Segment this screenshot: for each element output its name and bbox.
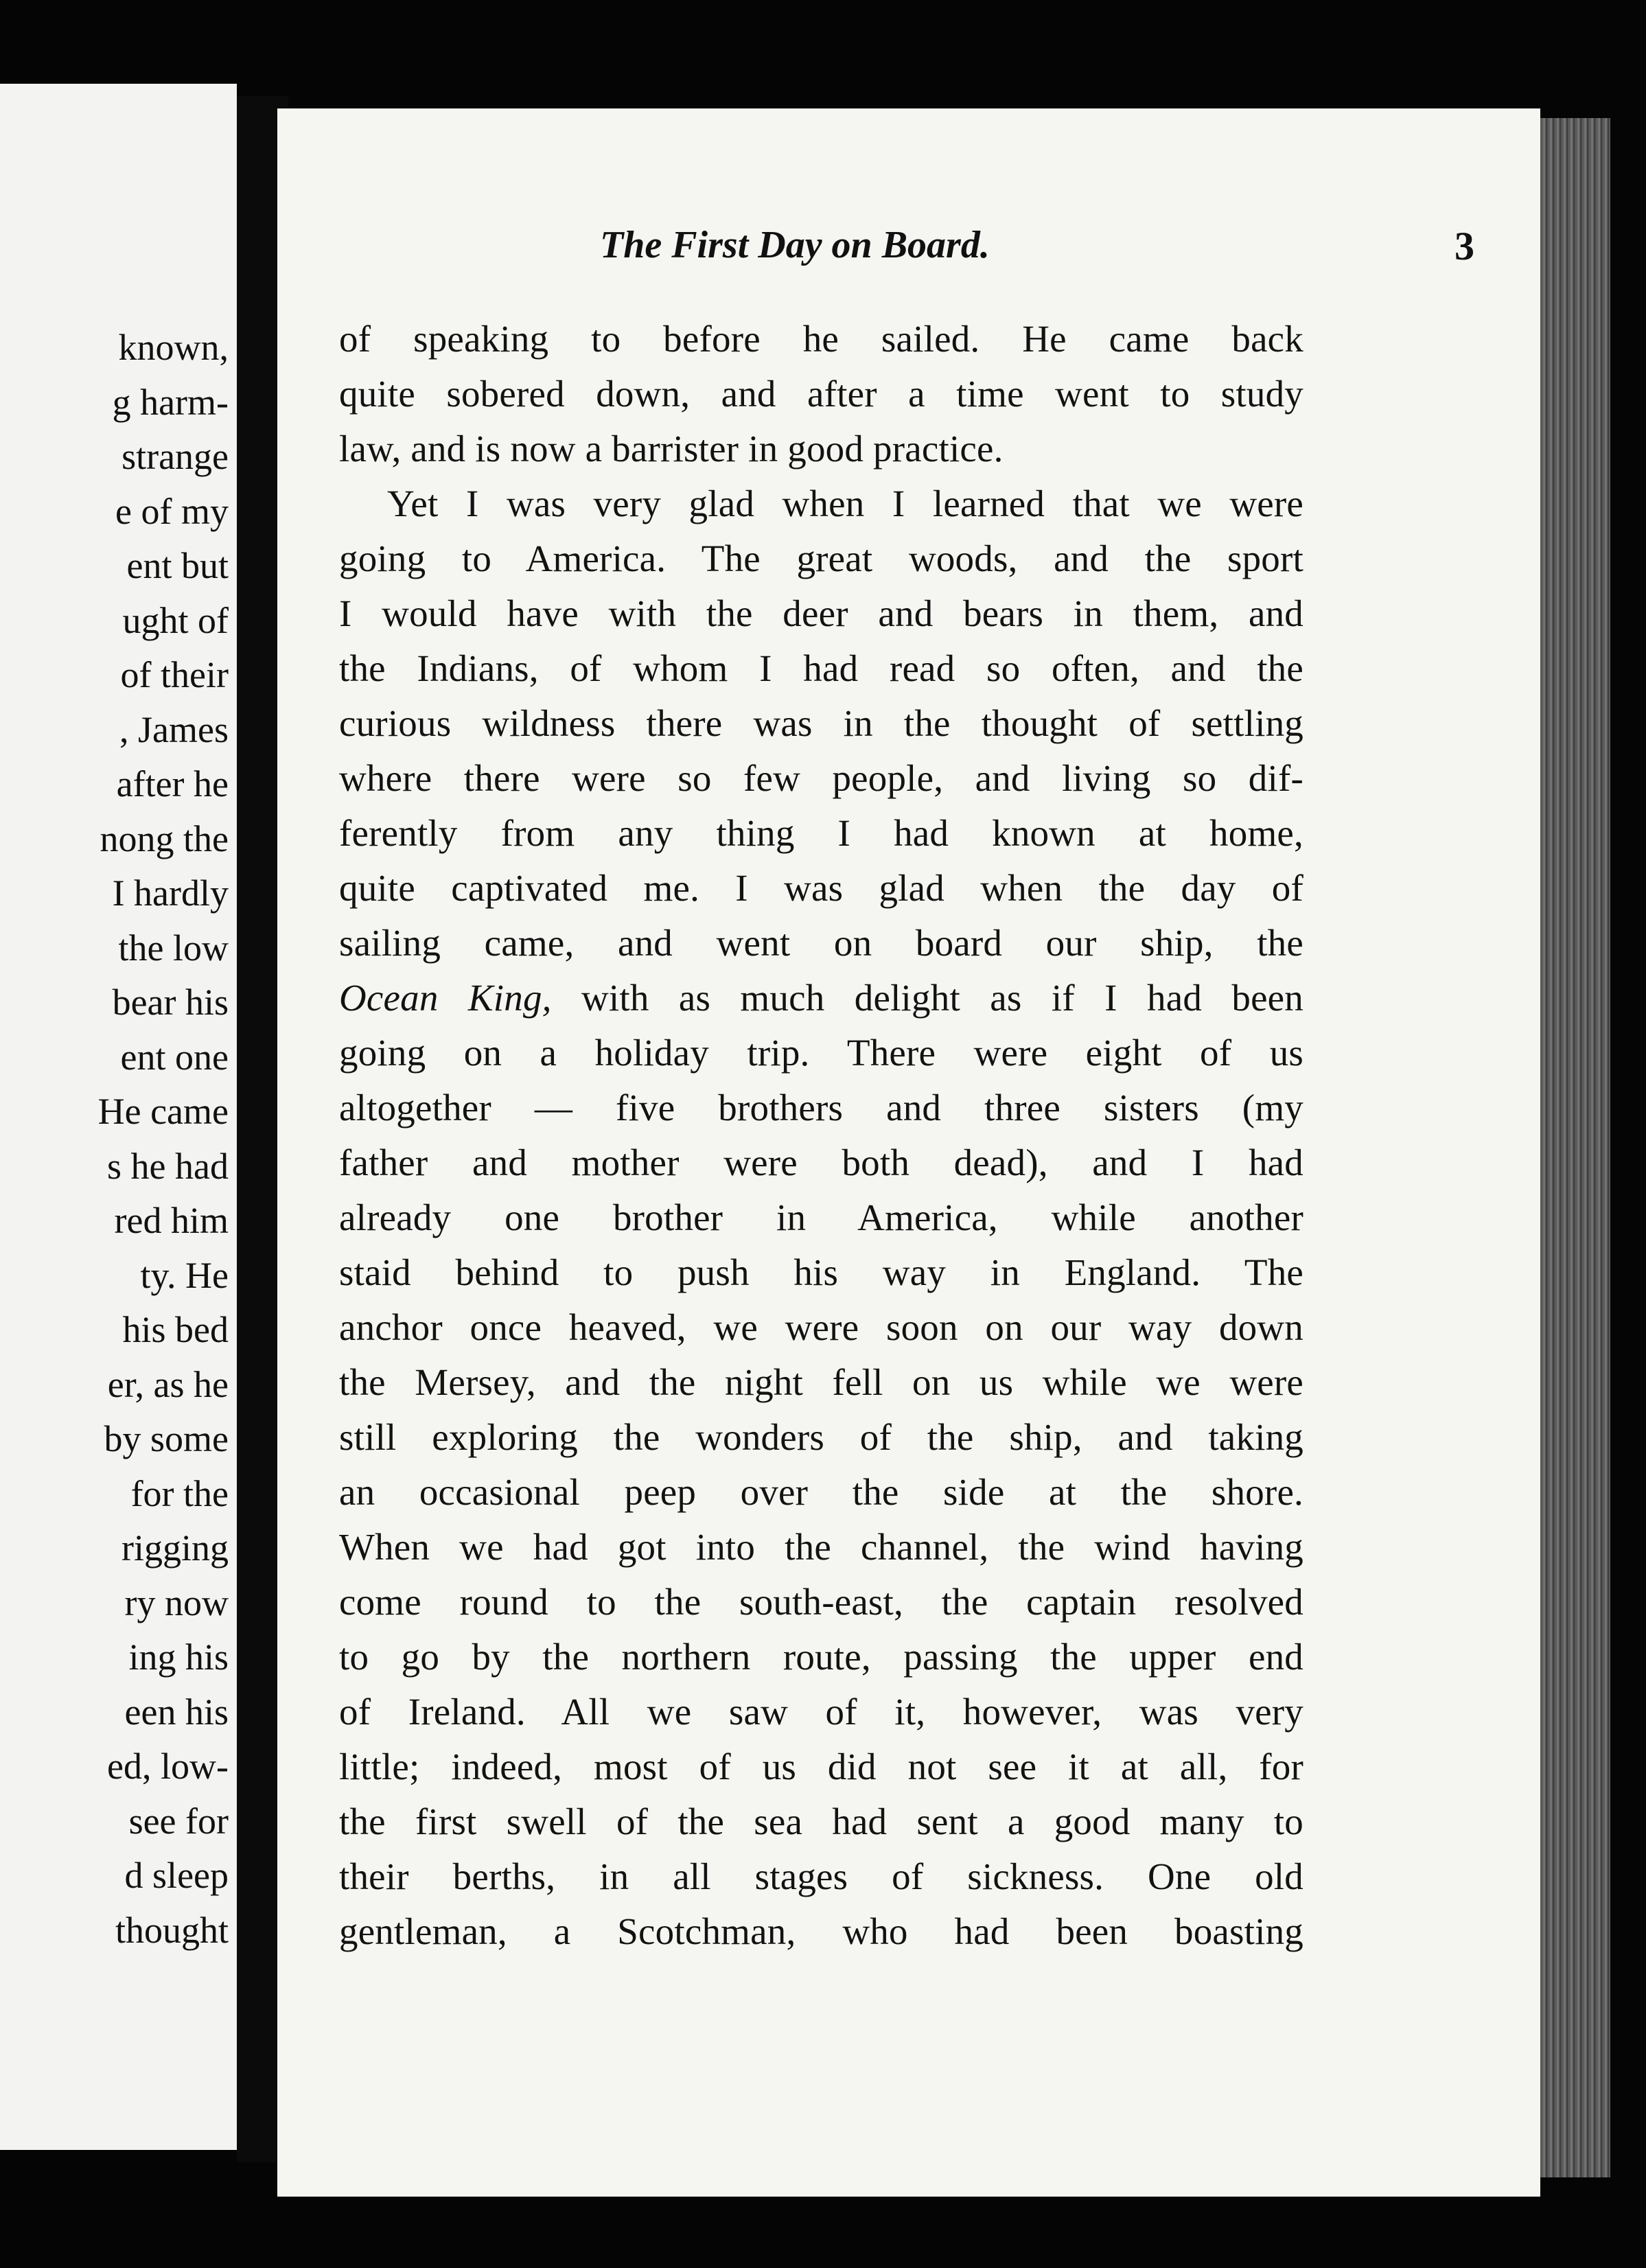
left-line: after he xyxy=(116,763,229,805)
text-line-remainder: with as much delight as if I had been xyxy=(581,977,1303,1019)
left-line: red him xyxy=(114,1200,229,1241)
text-line: altogether — five brothers and three sisters (my xyxy=(339,1087,1303,1129)
text-line: law, and is now a barrister in good practice. xyxy=(339,428,1004,470)
body-text xyxy=(339,312,1303,1959)
text-line: quite sobered down, and after a time went to study xyxy=(339,373,1303,415)
text-line: of speaking to before he sailed. He came back xyxy=(339,318,1303,360)
text-line: going to America. The great woods, and the sport xyxy=(339,537,1303,579)
left-line: er, as he xyxy=(107,1363,229,1405)
text-line: father and mother were both dead), and I had xyxy=(339,1142,1303,1183)
text-line: curious wildness there was in the thought of settling xyxy=(339,702,1303,744)
running-title: The First Day on Board. xyxy=(600,224,990,266)
page-number: 3 xyxy=(1454,224,1474,268)
ship-name: Ocean King, xyxy=(339,977,552,1019)
text-line: anchor once heaved, we were soon on our way down xyxy=(339,1306,1303,1348)
text-line: to go by the northern route, passing the upper end xyxy=(339,1636,1303,1678)
left-line: of their xyxy=(120,654,229,695)
text-line: little; indeed, most of us did not see it at all, for xyxy=(339,1746,1303,1787)
left-line: nong the xyxy=(100,818,229,859)
left-line: ent but xyxy=(126,545,229,586)
text-line: already one brother in America, while another xyxy=(339,1196,1303,1238)
text-line: I would have with the deer and bears in them, and xyxy=(339,592,1303,634)
text-line: quite captivated me. I was glad when the day of xyxy=(339,867,1303,909)
left-line: ught of xyxy=(122,599,229,641)
paragraph-first-line: Yet I was very glad when I learned that we were xyxy=(387,483,1303,524)
left-line: ent one xyxy=(120,1036,229,1078)
text-line: come round to the south-east, the captain resolved xyxy=(339,1581,1303,1623)
page-edges xyxy=(1535,118,1610,2177)
text-line: going on a holiday trip. There were eight of us xyxy=(339,1032,1303,1074)
left-line: thought xyxy=(115,1909,229,1951)
left-line: ry now xyxy=(124,1582,229,1623)
text-line-with-ship-name xyxy=(339,971,1303,1026)
left-line: He came xyxy=(97,1091,229,1132)
left-line: known, xyxy=(118,327,229,368)
text-line: where there were so few people, and living so dif- xyxy=(339,757,1303,799)
text-line: their berths, in all stages of sickness. One old xyxy=(339,1855,1303,1897)
left-line: by some xyxy=(104,1418,229,1459)
text-line: of Ireland. All we saw of it, however, was very xyxy=(339,1691,1303,1733)
text-line: ferently from any thing I had known at home, xyxy=(339,812,1303,854)
left-line: strange xyxy=(121,436,229,477)
text-line: When we had got into the channel, the wind having xyxy=(339,1526,1303,1568)
text-line: gentleman, a Scotchman, who had been boasting xyxy=(339,1910,1303,1952)
left-page-text xyxy=(0,321,229,1958)
left-line: his bed xyxy=(122,1309,229,1350)
left-line: e of my xyxy=(115,490,229,532)
left-line: een his xyxy=(124,1691,229,1733)
text-line: the Indians, of whom I had read so often, and the xyxy=(339,647,1303,689)
text-line: the Mersey, and the night fell on us while we were xyxy=(339,1361,1303,1403)
left-line: g harm- xyxy=(112,381,229,423)
left-line: the low xyxy=(118,927,229,969)
text-line: sailing came, and went on board our ship, the xyxy=(339,922,1303,964)
left-line: I hardly xyxy=(112,872,229,914)
right-page xyxy=(277,108,1540,2197)
text-line: staid behind to push his way in England. The xyxy=(339,1251,1303,1293)
left-line: ing his xyxy=(128,1636,229,1678)
text-line: still exploring the wonders of the ship, and taking xyxy=(339,1416,1303,1458)
text-line: an occasional peep over the side at the shore. xyxy=(339,1471,1303,1513)
running-head xyxy=(277,223,1540,271)
left-line: s he had xyxy=(107,1145,229,1187)
left-line: ty. He xyxy=(140,1254,229,1296)
left-page xyxy=(0,84,237,2150)
left-line: , James xyxy=(119,708,229,750)
text-line: the first swell of the sea had sent a good many to xyxy=(339,1801,1303,1842)
left-line: bear his xyxy=(112,982,229,1023)
left-line: d sleep xyxy=(124,1855,229,1896)
left-line: see for xyxy=(128,1800,229,1842)
left-line: for the xyxy=(130,1472,229,1514)
left-line: ed, low- xyxy=(107,1746,229,1787)
left-line: rigging xyxy=(121,1527,229,1569)
